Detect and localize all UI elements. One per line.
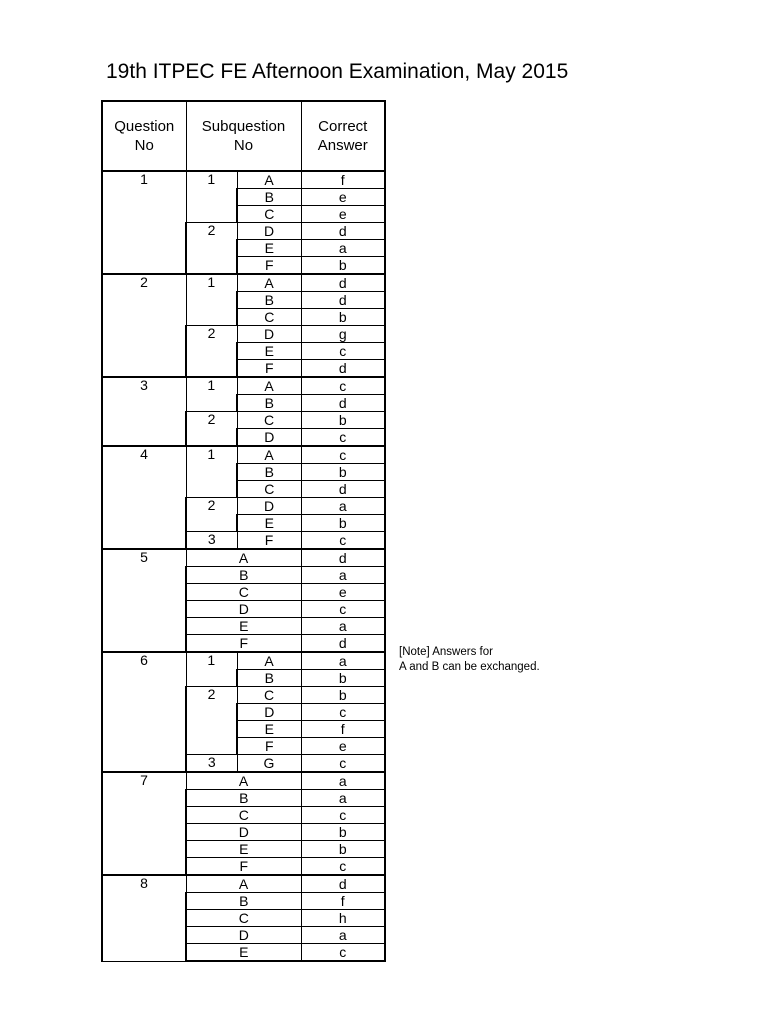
blank-label: D [186, 824, 301, 841]
correct-answer: c [301, 858, 385, 876]
blank-label: E [237, 515, 301, 532]
blank-label: C [237, 309, 301, 326]
correct-answer: b [301, 670, 385, 687]
subquestion-no: 1 [186, 274, 237, 326]
correct-answer: c [301, 532, 385, 550]
correct-answer: a [301, 240, 385, 257]
correct-answer: a [301, 927, 385, 944]
table-row [102, 772, 385, 790]
table-row [102, 875, 385, 893]
correct-answer: c [301, 601, 385, 618]
blank-label: C [186, 807, 301, 824]
blank-label: B [186, 567, 301, 584]
blank-label: A [186, 772, 301, 790]
blank-label: D [237, 704, 301, 721]
correct-answer: d [301, 360, 385, 378]
correct-answer: a [301, 618, 385, 635]
blank-label: C [237, 687, 301, 704]
correct-answer: c [301, 343, 385, 360]
blank-label: C [237, 412, 301, 429]
header-question [102, 101, 186, 171]
subquestion-no: 1 [186, 377, 237, 412]
blank-label: E [237, 240, 301, 257]
correct-answer: a [301, 772, 385, 790]
blank-label: F [237, 360, 301, 378]
blank-label: D [237, 223, 301, 240]
correct-answer: e [301, 189, 385, 206]
note-line-2: A and B can be exchanged. [399, 661, 540, 673]
blank-label: A [237, 377, 301, 395]
blank-label: F [186, 858, 301, 876]
blank-label: D [186, 927, 301, 944]
blank-label: B [186, 893, 301, 910]
correct-answer: e [301, 206, 385, 223]
correct-answer: d [301, 635, 385, 653]
note [399, 645, 540, 675]
correct-answer: a [301, 652, 385, 670]
blank-label: C [186, 910, 301, 927]
correct-answer: e [301, 738, 385, 755]
question-no: 7 [102, 772, 186, 875]
note-line-1: [Note] Answers for [399, 646, 493, 658]
blank-label: B [186, 790, 301, 807]
blank-label: C [186, 584, 301, 601]
header-answer-line1: Correct [318, 118, 368, 135]
correct-answer: h [301, 910, 385, 927]
blank-label: A [237, 652, 301, 670]
correct-answer: f [301, 171, 385, 189]
question-no: 6 [102, 652, 186, 772]
correct-answer: b [301, 464, 385, 481]
correct-answer: d [301, 274, 385, 292]
table-row [102, 274, 385, 292]
correct-answer: c [301, 755, 385, 773]
correct-answer: g [301, 326, 385, 343]
correct-answer: b [301, 309, 385, 326]
answer-table [101, 100, 386, 962]
correct-answer: c [301, 446, 385, 464]
correct-answer: d [301, 481, 385, 498]
question-no: 8 [102, 875, 186, 961]
blank-label: D [237, 429, 301, 447]
blank-label: D [186, 601, 301, 618]
header-row [102, 101, 385, 171]
correct-answer: c [301, 944, 385, 962]
blank-label: F [237, 532, 301, 550]
blank-label: B [237, 189, 301, 206]
table-row [102, 652, 385, 670]
correct-answer: b [301, 841, 385, 858]
blank-label: G [237, 755, 301, 773]
blank-label: C [237, 206, 301, 223]
table-row [102, 171, 385, 189]
blank-label: F [186, 635, 301, 653]
header-question-line2: No [134, 137, 154, 154]
correct-answer: a [301, 498, 385, 515]
question-no: 2 [102, 274, 186, 377]
subquestion-no: 2 [186, 687, 237, 755]
correct-answer: c [301, 377, 385, 395]
correct-answer: d [301, 395, 385, 412]
header-question-line1: Question [114, 118, 175, 135]
subquestion-no: 1 [186, 652, 237, 687]
correct-answer: d [301, 875, 385, 893]
blank-label: D [237, 498, 301, 515]
page-title: 19th ITPEC FE Afternoon Examination, May 2015 [106, 60, 569, 83]
question-no: 5 [102, 549, 186, 652]
correct-answer: b [301, 515, 385, 532]
subquestion-no: 1 [186, 171, 237, 223]
blank-label: F [237, 257, 301, 275]
table-row [102, 446, 385, 464]
blank-label: A [237, 446, 301, 464]
blank-label: A [237, 274, 301, 292]
correct-answer: c [301, 704, 385, 721]
header-subquestion [186, 101, 301, 171]
subquestion-no: 2 [186, 326, 237, 378]
blank-label: E [237, 721, 301, 738]
blank-label: D [237, 326, 301, 343]
header-answer [301, 101, 385, 171]
question-no: 4 [102, 446, 186, 549]
blank-label: E [186, 841, 301, 858]
correct-answer: b [301, 257, 385, 275]
subquestion-no: 2 [186, 223, 237, 275]
question-no: 1 [102, 171, 186, 274]
correct-answer: b [301, 687, 385, 704]
blank-label: E [237, 343, 301, 360]
header-subquestion-line2: No [233, 137, 254, 154]
header-subquestion-line1: Subquestion [201, 118, 286, 135]
answer-table-body [102, 171, 385, 961]
subquestion-no: 3 [186, 755, 237, 773]
blank-label: B [237, 464, 301, 481]
correct-answer: d [301, 549, 385, 567]
correct-answer: a [301, 790, 385, 807]
correct-answer: b [301, 412, 385, 429]
subquestion-no: 1 [186, 446, 237, 498]
table-row [102, 377, 385, 395]
correct-answer: d [301, 223, 385, 240]
table-row [102, 549, 385, 567]
blank-label: B [237, 292, 301, 309]
subquestion-no: 2 [186, 498, 237, 532]
blank-label: E [186, 944, 301, 962]
header-answer-line2: Answer [317, 137, 368, 154]
blank-label: B [237, 395, 301, 412]
blank-label: C [237, 481, 301, 498]
subquestion-no: 2 [186, 412, 237, 447]
correct-answer: c [301, 807, 385, 824]
subquestion-no: 3 [186, 532, 237, 550]
correct-answer: f [301, 721, 385, 738]
question-no: 3 [102, 377, 186, 446]
blank-label: E [186, 618, 301, 635]
correct-answer: c [301, 429, 385, 447]
blank-label: A [237, 171, 301, 189]
correct-answer: f [301, 893, 385, 910]
correct-answer: d [301, 292, 385, 309]
correct-answer: a [301, 567, 385, 584]
correct-answer: e [301, 584, 385, 601]
blank-label: A [186, 549, 301, 567]
blank-label: B [237, 670, 301, 687]
blank-label: F [237, 738, 301, 755]
blank-label: A [186, 875, 301, 893]
correct-answer: b [301, 824, 385, 841]
